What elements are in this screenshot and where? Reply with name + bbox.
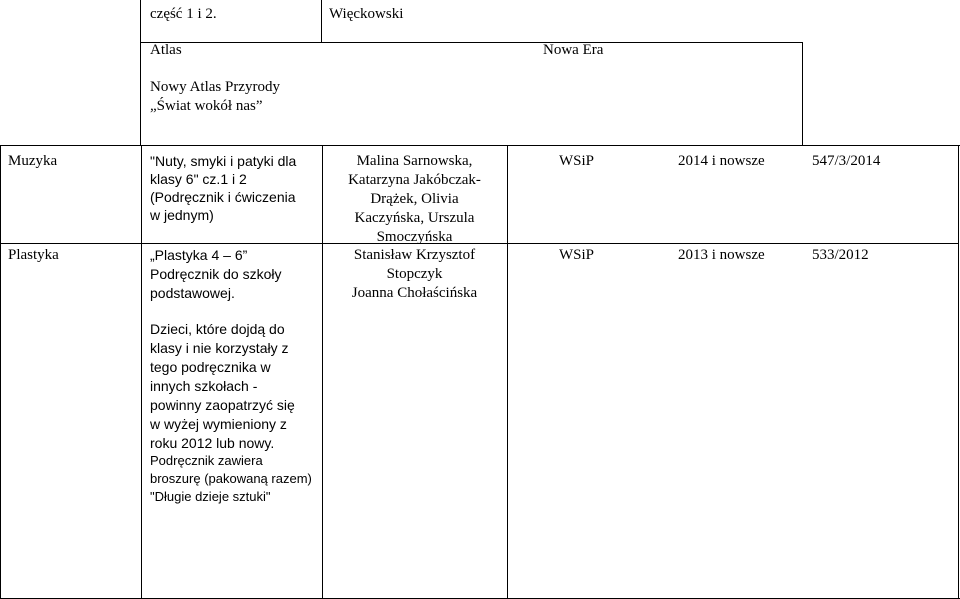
author-name: Więckowski	[329, 6, 404, 22]
publisher-cell: WSiP	[559, 247, 595, 263]
approval-number: 533/2012	[812, 247, 869, 263]
title-line: Podręcznik do szkoły	[150, 266, 282, 282]
grid-line	[140, 42, 802, 43]
title-line: w jednym)	[150, 207, 214, 223]
grid-line	[0, 145, 1, 599]
grid-line	[321, 0, 322, 42]
atlas-label: Atlas	[150, 42, 182, 58]
title-line: podstawowej.	[150, 285, 235, 301]
part-label: część 1 i 2.	[150, 6, 217, 22]
note-line: innych szkołach -	[150, 378, 258, 394]
atlas-title-line: Nowy Atlas Przyrody	[150, 79, 280, 95]
title-line: klasy 6" cz.1 i 2	[150, 171, 247, 187]
author-line: Stanisław Krzysztof	[353, 247, 476, 263]
note-line: klasy i nie korzystały z	[150, 340, 289, 356]
note-line: Dzieci, które dojdą do	[150, 321, 285, 337]
title-line: „Plastyka 4 – 6”	[150, 247, 248, 263]
grid-line	[802, 42, 803, 145]
note-line: w wyżej wymieniony z	[150, 416, 287, 432]
author-line: Kaczyńska, Urszula	[354, 210, 475, 226]
grid-line	[507, 145, 508, 599]
note-line: tego podręcznika w	[150, 359, 271, 375]
note-line: powinny zaopatrzyć się	[150, 397, 295, 413]
grid-line	[0, 145, 960, 146]
publisher-cell: WSiP	[559, 153, 595, 169]
title-line: "Nuty, smyki i patyki dla	[150, 153, 297, 169]
subject-cell: Muzyka	[8, 153, 58, 169]
year-cell: 2014 i nowsze	[678, 153, 765, 169]
publisher-name: Nowa Era	[543, 42, 604, 58]
note-line: broszurę (pakowaną razem)	[150, 471, 312, 486]
author-line: Joanna Chołaścińska	[351, 285, 478, 301]
title-line: (Podręcznik i ćwiczenia	[150, 189, 296, 205]
note-line: Podręcznik zawiera	[150, 453, 263, 468]
note-line: "Długie dzieje sztuki"	[150, 489, 271, 504]
author-line: Malina Sarnowska,	[356, 153, 473, 169]
subject-cell: Plastyka	[8, 247, 59, 263]
note-line: roku 2012 lub nowy.	[150, 435, 275, 451]
grid-line	[140, 0, 141, 145]
author-line: Smoczyńska	[376, 229, 453, 245]
author-line: Katarzyna Jakóbczak-	[348, 172, 481, 188]
approval-number: 547/3/2014	[812, 153, 881, 169]
author-line: Drążek, Olivia	[370, 191, 459, 207]
grid-line	[141, 145, 142, 599]
author-line: Stopczyk	[386, 266, 443, 282]
grid-line	[958, 145, 959, 599]
year-cell: 2013 i nowsze	[678, 247, 765, 263]
atlas-title-line: „Świat wokół nas”	[150, 98, 263, 114]
